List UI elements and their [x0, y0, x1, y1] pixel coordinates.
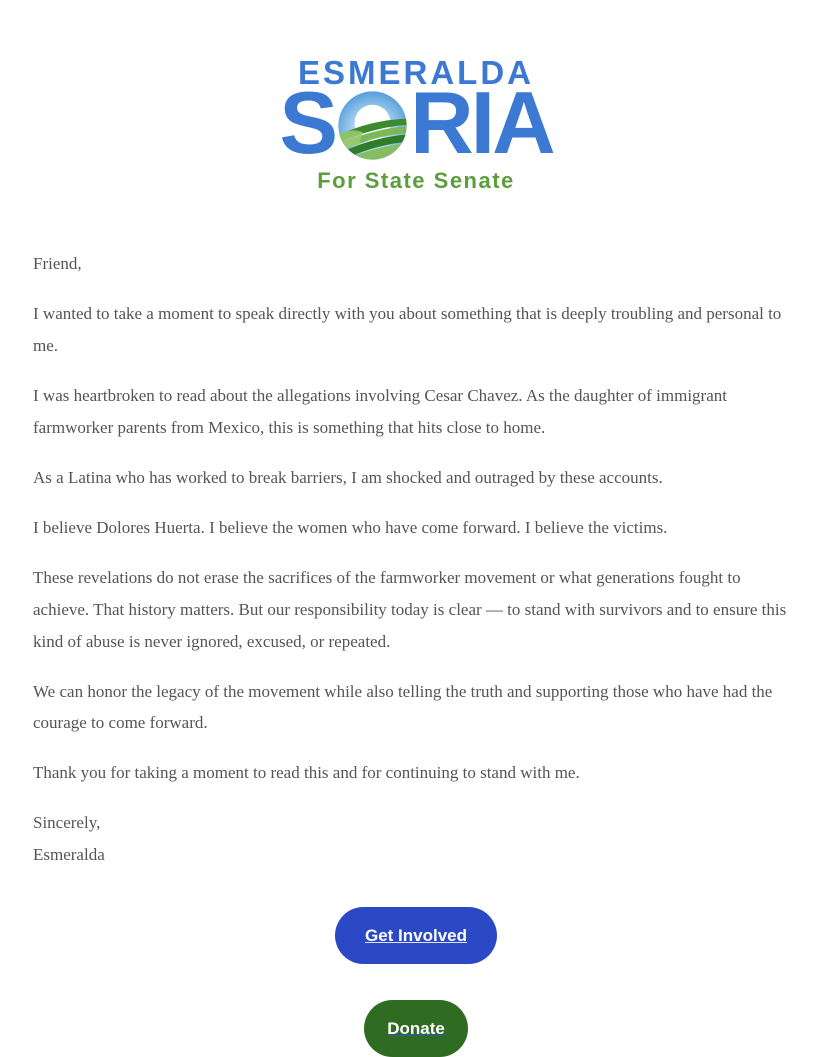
- logo-name-top: ESMERALDA: [297, 54, 534, 91]
- letter-signature: [33, 807, 799, 871]
- logo-tagline: For State Senate: [317, 168, 515, 193]
- letter-salutation: Friend,: [33, 254, 82, 273]
- letter-paragraph: I wanted to take a moment to speak directly with you about something that is deeply troubling and personal to me.: [33, 303, 782, 355]
- letter-paragraph: I believe Dolores Huerta. I believe the women who have come forward. I believe the victims.: [33, 517, 668, 537]
- campaign-logo: [0, 0, 832, 192]
- letter-paragraph: I was heartbroken to read about the allegations involving Cesar Chavez. As the daughter of immigrant farmworker parents from Mexico, this is something that hits close to home.: [33, 385, 727, 437]
- letter-paragraph: We can honor the legacy of the movement while also telling the truth and supporting those who have had the courage to come forward.: [33, 681, 773, 733]
- sun-over-fields-emblem-icon: [338, 91, 407, 160]
- letter-body: [0, 248, 832, 871]
- letter-paragraph: Thank you for taking a moment to read this and for continuing to stand with me.: [33, 763, 580, 783]
- signature-name: Esmeralda: [33, 845, 105, 865]
- logo-letters-ria: RIA: [410, 73, 553, 173]
- cta-section: [0, 871, 832, 1057]
- signature-closing: Sincerely,: [33, 813, 101, 833]
- donate-button[interactable]: Donate: [364, 1000, 468, 1057]
- logo-name-main: [0, 73, 832, 173]
- logo-letter-s: S: [279, 73, 336, 173]
- letter-paragraph: As a Latina who has worked to break barriers, I am shocked and outraged by these accounts.: [33, 467, 663, 487]
- get-involved-button[interactable]: Get Involved: [335, 907, 497, 964]
- letter-paragraph: These revelations do not erase the sacrifices of the farmworker movement or what generations fought to achieve. That history matters. But our responsibility today is clear — to stand with survivors and to ensure this kind of abuse is never ignored, excused, or repeated.: [33, 567, 787, 651]
